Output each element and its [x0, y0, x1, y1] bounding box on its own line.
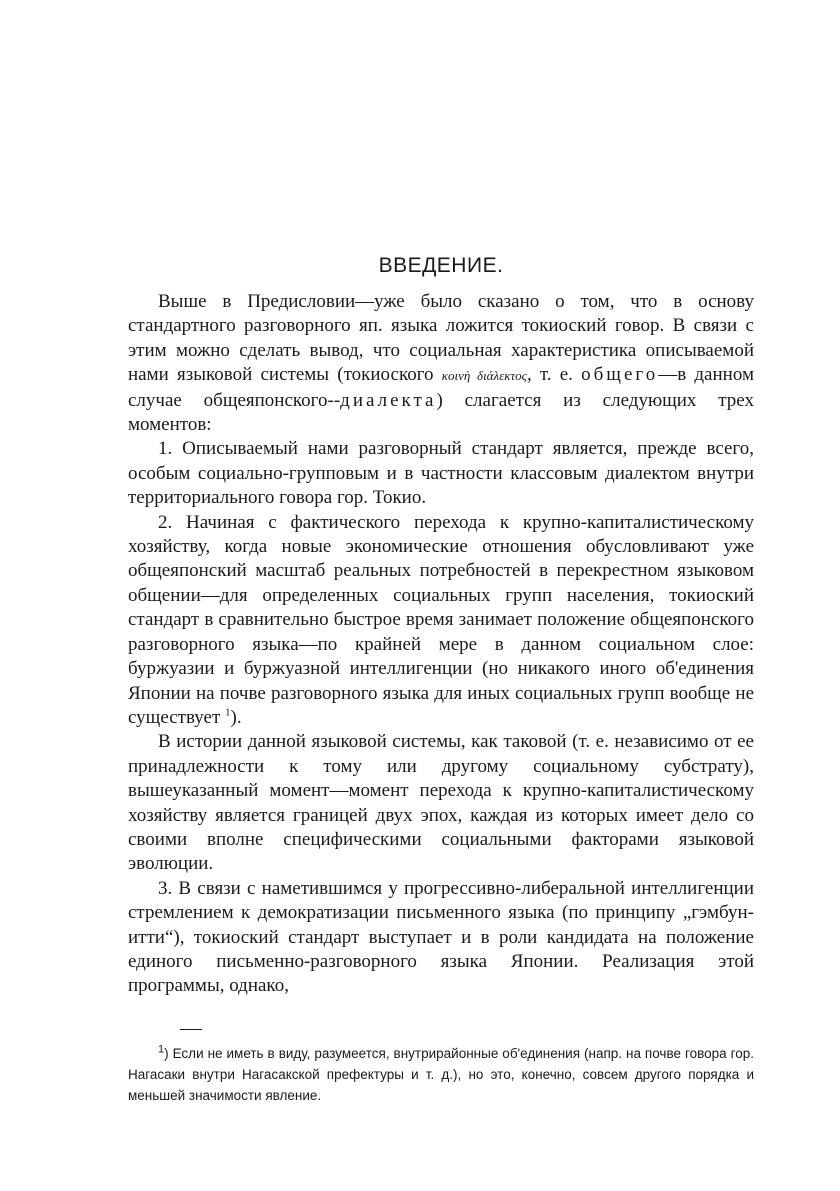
- intro-text-end: ) слагается из следующих трех моментов:: [128, 389, 754, 436]
- point-2-text-end: ).: [230, 706, 242, 728]
- document-page: [128, 0, 754, 1191]
- document-body: [128, 290, 754, 999]
- spaced-word-dialekta: диалекта: [340, 389, 437, 411]
- footnote-marker: 1: [225, 706, 231, 719]
- document-title: ВВЕДЕНИЕ.: [378, 254, 504, 277]
- intro-text-mid2: —в данном случае общеяпонского--: [128, 364, 754, 411]
- footnote-text: ) Если не иметь в виду, разумеется, внутрирайонные об'единения (напр. на почве говора гор. Нагасаки внутри Нагасакской префектуры и т. д.), но это, конечно, совсем другого порядка и меньшей значимости явление.: [128, 1046, 754, 1103]
- footnote-number: 1: [158, 1043, 165, 1056]
- point-3-paragraph: 3. В связи с наметившимся у прогрессивно-либеральной интеллигенции стремлением к демократизации письменного языка (по принципу „гэмбун-итти“), токиоский стандарт выступает и в роли кандидата на положение единого письменно-разговорного языка Японии. Реализация этой программы, однако,: [128, 877, 754, 997]
- intro-text-mid: , т. е.: [526, 364, 582, 386]
- footnote: [128, 1043, 754, 1106]
- intro-paragraph: [128, 290, 754, 437]
- history-paragraph: В истории данной языковой системы, как таковой (т. е. независимо от ее принадлежности к тому или другому социальному субстрату), вышеуказанный момент—момент перехода к крупно-капиталистическому хозяйству является границей двух эпох, каждая из которых имеет дело со своими вполне специфическими социальными факторами языковой эволюции.: [128, 731, 754, 875]
- point-2-paragraph: [128, 511, 754, 731]
- spaced-word-obshchego: общего: [581, 364, 659, 386]
- point-1-paragraph: 1. Описываемый нами разговорный стандарт является, прежде всего, особым социально-групповым и в частности классовым диалектом внутри территориального говора гор. Токио.: [128, 438, 754, 509]
- greek-term: κοινὴ διάλεκτος: [441, 368, 527, 384]
- point-2-text: 2. Начиная с фактического перехода к крупно-капиталистическому хозяйству, когда новые экономические отношения обусловливают уже общеяпонский масштаб реальных потребностей в перекрестном языковом общении—для определенных социальных групп населения, токиоский стандарт в сравнительно быстрое время занимает положение общеяпонского разговорного языка—по крайней мере в данном социальном слое: буржуазии и буржуазной интеллигенции (но никакого иного об'единения Японии на почве разговорного языка для иных социальных групп вообще не существует: [128, 511, 754, 728]
- intro-text-start: Выше в Предисловии—уже было сказано о том, что в основу стандартного разговорного яп. языка ложится токиоский говор. В связи с этим можно сделать вывод, что социальная характеристика описываемой нами языковой системы (токиоского: [128, 291, 754, 386]
- footnote-divider: [180, 1029, 202, 1030]
